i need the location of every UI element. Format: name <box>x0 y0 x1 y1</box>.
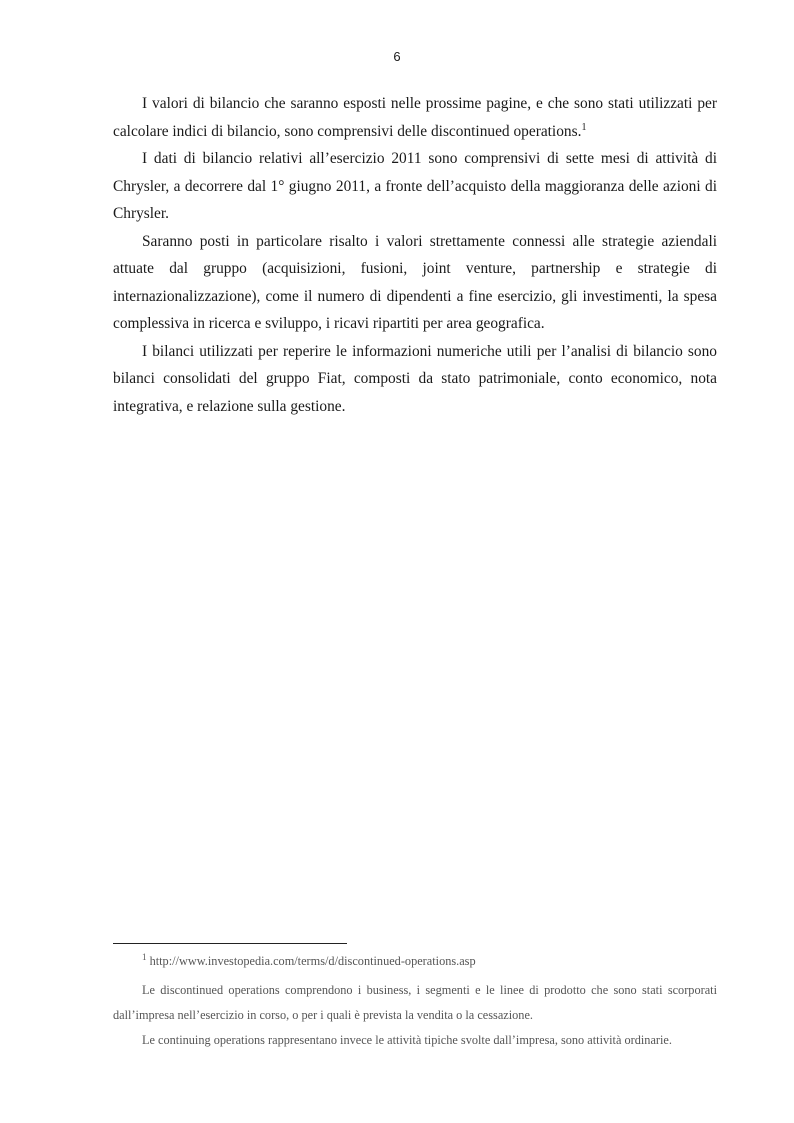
paragraph-strategies: Saranno posti in particolare risalto i valori strettamente connessi alle strategie aziendali attuate dal gruppo (acquisizioni, fusioni, joint venture, partnership e strategie di internazionalizzazione), come il numero di dipendenti a fine esercizio, gli investimenti, la spesa complessiva in ricerca e sviluppo, i ricavi ripartiti per area geografica. <box>113 232 717 332</box>
footnote-discontinued-definition: Le discontinued operations comprendono i business, i segmenti e le linee di prodotto che sono stati scorporati dall’impresa nell’esercizio in corso, o per i quali è prevista la vendita o la cessazione. <box>113 983 717 1022</box>
footnote-url-link[interactable]: http://www.investopedia.com/terms/d/discontinued-operations.asp <box>149 954 476 968</box>
body-text <box>113 90 717 420</box>
paragraph-consolidated-statements: I bilanci utilizzati per reperire le informazioni numeriche utili per l’analisi di bilancio sono bilanci consolidati del gruppo Fiat, composti da stato patrimoniale, conto economico, nota integrativa, e relazione sulla gestione. <box>113 342 717 415</box>
footnote-reference[interactable]: 1 <box>581 121 587 133</box>
paragraph-chrysler-2011: I dati di bilancio relativi all’esercizio 2011 sono comprensivi di sette mesi di attività di Chrysler, a decorrere dal 1° giugno 2011, a fronte dell’acquisto della maggioranza delle azioni di Chrysler. <box>113 150 717 222</box>
footnote-number: 1 <box>142 951 147 962</box>
footnote-continuing-definition: Le continuing operations rappresentano invece le attività tipiche svolte dall’impresa, sono attività ordinarie. <box>142 1033 672 1047</box>
paragraph-text: I valori di bilancio che saranno esposti nelle prossime pagine, e che sono stati utilizzati per calcolare indici di bilancio, sono comprensivi delle discontinued operations. <box>113 95 717 140</box>
page-number: 6 <box>393 49 401 64</box>
paragraph-discontinued-operations <box>113 90 717 145</box>
footnotes <box>113 949 717 1053</box>
footnote-separator <box>113 943 347 944</box>
footnote-url-line <box>113 949 717 974</box>
